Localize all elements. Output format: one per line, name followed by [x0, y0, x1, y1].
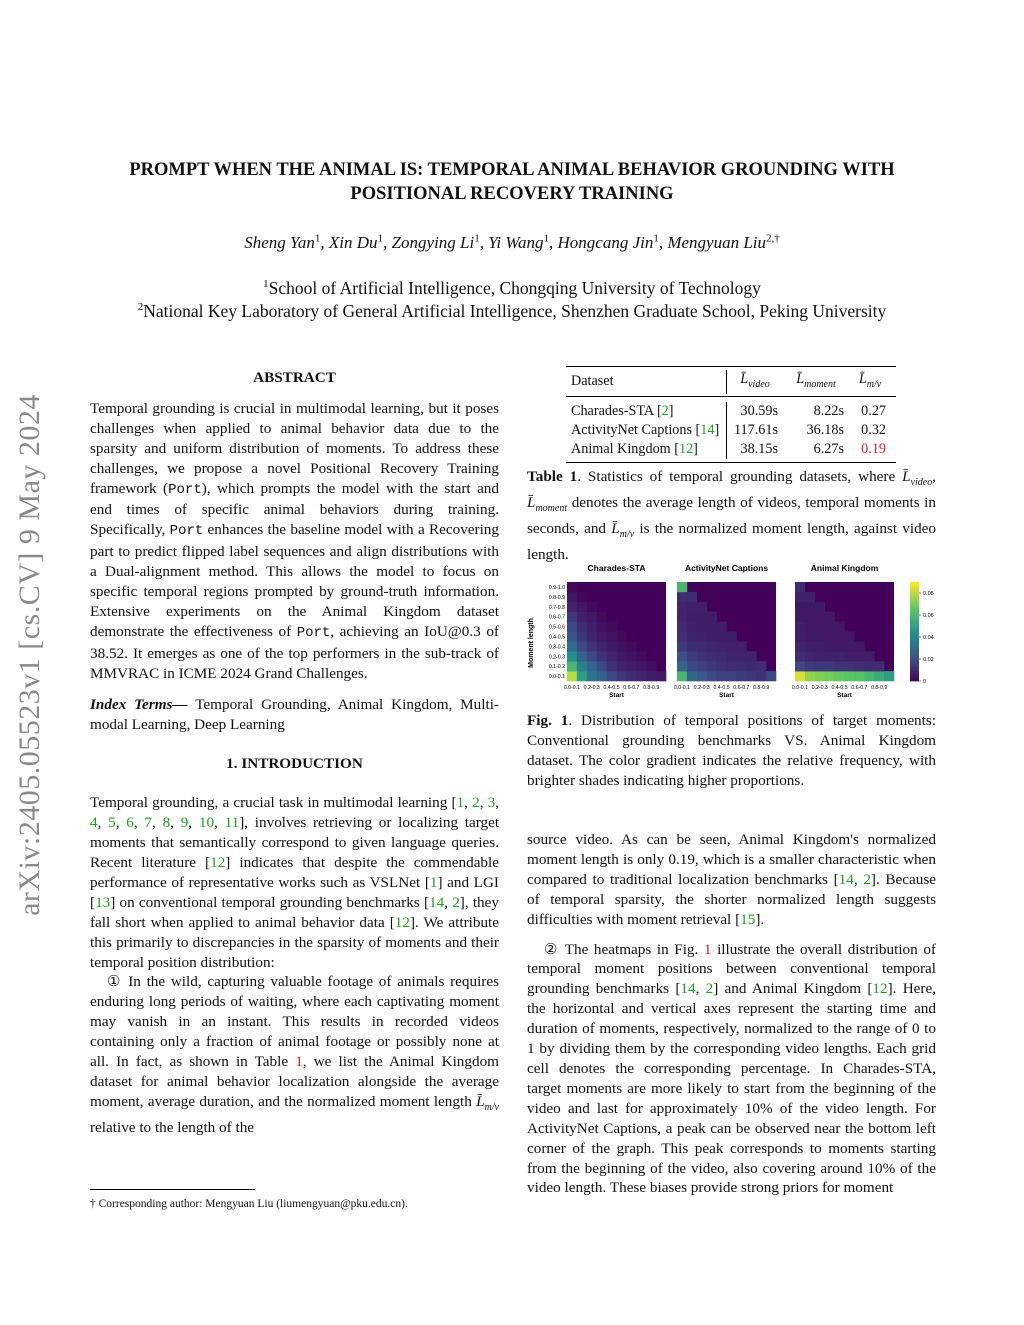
colorbar-segment: [910, 661, 919, 664]
table-row: ActivityNet Captions [14] 117.61s 36.18s 0.32: [571, 421, 886, 438]
table-col-moment: $L̄_{moment}$: [796, 371, 836, 390]
heatmap-colorbar: [910, 582, 934, 685]
heatmap-cell: [687, 612, 697, 622]
heatmap-cell: [825, 641, 835, 651]
heatmap-cell: [567, 622, 577, 632]
heatmap-cell: [597, 632, 607, 642]
title-line-1: PROMPT WHEN THE ANIMAL IS: TEMPORAL ANIMAL BEHAVIOR GROUNDING WITH: [129, 160, 895, 180]
colorbar-segment: [910, 659, 919, 662]
colorbar-tick: 0.04: [923, 635, 934, 641]
heatmap-cell: [577, 651, 587, 661]
heatmap-xtick: 0.8-0.9: [753, 685, 770, 691]
heatmap-cell: [597, 612, 607, 622]
heatmap-cell: [677, 632, 687, 642]
heatmap-cell: [717, 661, 727, 671]
heatmap-cell: [687, 661, 697, 671]
heatmap-cell: [825, 651, 835, 661]
heatmap-ytick: 0.9-1.0: [548, 584, 565, 591]
heatmap-cell: [697, 622, 707, 632]
colorbar-segment: [910, 679, 919, 682]
heatmap-cell: [697, 641, 707, 651]
colorbar-segment: [910, 676, 919, 679]
heatmap-cell: [677, 661, 687, 671]
colorbar-segment: [910, 617, 919, 620]
heatmap-cell: [717, 632, 727, 642]
heatmap-cell: [746, 671, 756, 681]
heatmap-cell: [617, 632, 627, 642]
heatmap-cell: [717, 651, 727, 661]
heatmap-cell: [626, 651, 636, 661]
colorbar-segment: [910, 671, 919, 674]
colorbar-segment: [910, 644, 919, 647]
heatmap-cell: [687, 592, 697, 602]
heatmap-cell: [697, 671, 707, 681]
arxiv-stamp: [10, 350, 50, 960]
heatmap-cell: [567, 651, 577, 661]
heatmap-cell: [854, 671, 864, 681]
heatmap-cell: [617, 641, 627, 651]
heatmap-cell: [815, 612, 825, 622]
heatmap-xtick: 0.0-0.1: [563, 685, 581, 691]
heatmap-cell: [795, 602, 805, 612]
arxiv-id: arXiv:2405.05523v1 [cs.CV] 9 May 2024: [13, 394, 46, 916]
heatmap-xlabel: Start: [719, 692, 734, 699]
heatmap-xtick: 0.4-0.5: [603, 685, 620, 691]
heatmap-cell: [805, 632, 815, 642]
footnote: † Corresponding author: Mengyuan Liu (liumengyuan@pku.edu.cn).: [90, 1198, 408, 1210]
heatmap-cell: [677, 651, 687, 661]
heatmap-panels: [564, 563, 894, 699]
heatmap-cell: [607, 632, 617, 642]
heatmap-cell: [795, 661, 805, 671]
colorbar-tick: 0.08: [923, 591, 934, 597]
colorbar-segment: [910, 632, 919, 635]
heatmap-cell: [805, 602, 815, 612]
index-terms: Index Terms— Temporal Grounding, Animal Kingdom, Multi-modal Learning, Deep Learning: [90, 695, 499, 733]
heatmap-cell: [825, 661, 835, 671]
heatmap-cell: [795, 592, 805, 602]
table-col-video: $L̄_{video}$: [727, 370, 784, 394]
heatmap-xtick: 0.8-0.9: [871, 685, 888, 691]
heatmap-cell: [577, 622, 587, 632]
colorbar-tick: 0.06: [923, 613, 934, 619]
colorbar-segment: [910, 584, 919, 587]
heatmap-cell: [756, 671, 766, 681]
author: Hongcang Jin$^1$,: [557, 232, 668, 252]
heatmap-cell: [567, 661, 577, 671]
heatmap-cell: [677, 592, 687, 602]
heatmap-panel-title: ActivityNet Captions: [684, 563, 769, 573]
heatmap-cell: [677, 582, 687, 592]
heatmap-ylabel: Moment length: [528, 618, 535, 668]
author: Zongying Li$^1$,: [391, 232, 489, 252]
colorbar-segment: [910, 587, 919, 590]
heatmap-cell: [577, 661, 587, 671]
heatmap-cell: [835, 671, 845, 681]
heatmap-cell: [617, 651, 627, 661]
colorbar-segment: [910, 599, 919, 602]
heatmap-ytick: 0.1-0.2: [548, 664, 565, 671]
author: Yi Wang$^1$,: [488, 232, 558, 252]
heatmap-cell: [707, 661, 717, 671]
colorbar-segment: [910, 634, 919, 637]
colorbar-segment: [910, 646, 919, 649]
heatmap-cell: [587, 622, 597, 632]
author-list: [60, 232, 964, 253]
colorbar-segment: [910, 592, 919, 595]
heatmap-cell: [636, 661, 646, 671]
heatmap-cell: [707, 632, 717, 642]
heatmap-cell: [795, 641, 805, 651]
colorbar-segment: [910, 607, 919, 610]
colorbar-segment: [910, 629, 919, 632]
heatmap-cell: [597, 671, 607, 681]
colorbar-segment: [910, 589, 919, 592]
table-row: Charades-STA [2] 30.59s 8.22s 0.27: [571, 402, 886, 419]
heatmap-xtick: 0.0-0.1: [791, 685, 809, 691]
heatmap-cell: [825, 622, 835, 632]
heatmap-cell: [697, 632, 707, 642]
heatmap-cell: [815, 651, 825, 661]
heatmap-cell: [587, 602, 597, 612]
table-col-dataset: Dataset: [571, 373, 614, 390]
heatmap-xtick: 0.6-0.7: [851, 685, 868, 691]
heatmap-cell: [864, 661, 874, 671]
heatmap-cell: [697, 612, 707, 622]
heatmap-cell: [795, 671, 805, 681]
paper-title: [60, 158, 964, 206]
heatmap-xlabel: Start: [837, 692, 852, 699]
heatmap-cell: [677, 641, 687, 651]
heatmap-cell: [617, 671, 627, 681]
heatmap-cell: [727, 641, 737, 651]
heatmap-cell: [835, 632, 845, 642]
heatmap-cell: [805, 622, 815, 632]
heatmap-cell: [717, 622, 727, 632]
heatmap-cell: [795, 582, 805, 592]
heatmap-cell: [626, 671, 636, 681]
heatmap-cell: [736, 671, 746, 681]
heatmap-cell: [687, 622, 697, 632]
right-paragraph-1: source video. As can be seen, Animal Kingdom's normalized moment length is only 0.19, which is a smaller characteristic when compared to traditional localization benchmarks [14, 2]. Because of temporal sparsity, the shorter normalized length suggests difficulties with moment retrieval [15].: [527, 831, 937, 928]
heatmap-cell: [845, 651, 855, 661]
heatmap-cell: [815, 602, 825, 612]
heatmap-panel: [674, 563, 776, 699]
table-caption: Table 1. Statistics of temporal grounding datasets, where $L̄_{video}$, $L̄_{moment}$ denotes the average length of videos, temporal moments in seconds, and $L̄_{m/v}$ is the normalized moment length, against video length.: [527, 468, 937, 563]
abstract-heading: ABSTRACT: [253, 369, 336, 386]
heatmap-cell: [815, 641, 825, 651]
colorbar-segment: [910, 597, 919, 600]
colorbar-tick: 0.02: [923, 657, 934, 663]
author: Sheng Yan$^1$,: [244, 232, 329, 252]
heatmap-cell: [597, 661, 607, 671]
heatmap-cell: [805, 641, 815, 651]
heatmap-ytick: 0.0-0.1: [548, 674, 565, 681]
heatmap-cell: [805, 592, 815, 602]
heatmap-cell: [697, 651, 707, 661]
heatmap-cell: [845, 661, 855, 671]
heatmap-cell: [687, 602, 697, 612]
heatmap-cell: [677, 612, 687, 622]
heatmap-xtick: 0.2-0.3: [811, 685, 828, 691]
heatmap-cell: [795, 612, 805, 622]
heatmap-cell: [815, 671, 825, 681]
heatmap-cell: [707, 641, 717, 651]
heatmap-cell: [727, 661, 737, 671]
heatmap-cell: [835, 622, 845, 632]
heatmap-cell: [587, 661, 597, 671]
abstract-text: Temporal grounding is crucial in multimodal learning, but it poses challenges when applied to animal behavior data due to the sparsity and uniform distribution of moments. To address these challenges, we propose a novel Positional Recovery Training framework (Port), which prompts the model with the start and end times of specific animal behaviors during training. Specifically, Port enhances the baseline model with a Recovering part to predict flipped label sequences and align distributions with a Dual-alignment method. This allows the model to focus on specific temporal regions prompted by ground-truth information. Extensive experiments on the Animal Kingdom dataset demonstrate the effectiveness of Port, achieving an IoU@0.3 of 38.52. It emerges as one of the top performers in the sub-track of MMVRAC in ICME 2024 Grand Challenges.: [90, 399, 499, 682]
colorbar-segment: [910, 602, 919, 605]
heatmap-cell: [717, 671, 727, 681]
colorbar-segment: [910, 614, 919, 617]
heatmap-xtick: 0.6-0.7: [733, 685, 750, 691]
stats-table: [566, 366, 896, 463]
heatmap-cell: [646, 671, 656, 681]
heatmap-cell: [567, 612, 577, 622]
colorbar-segment: [910, 604, 919, 607]
heatmap-cell: [815, 622, 825, 632]
title-line-2: POSITIONAL RECOVERY TRAINING: [350, 184, 674, 204]
heatmap-cell: [567, 641, 577, 651]
heatmap-cell: [795, 651, 805, 661]
intro-heading: 1. INTRODUCTION: [226, 755, 363, 773]
heatmap-cell: [736, 661, 746, 671]
table-body: [566, 397, 896, 463]
heatmap-cell: [874, 671, 884, 681]
heatmap-cell: [697, 661, 707, 671]
colorbar-segment: [910, 594, 919, 597]
heatmap-cell: [636, 671, 646, 681]
heatmap-cell: [845, 641, 855, 651]
heatmap-cell: [756, 661, 766, 671]
heatmap-cell: [577, 592, 587, 602]
heatmap-cell: [825, 671, 835, 681]
colorbar-segment: [910, 627, 919, 630]
colorbar-segment: [910, 639, 919, 642]
heatmap-cell: [707, 622, 717, 632]
heatmap-cell: [617, 661, 627, 671]
heatmap-cell: [656, 671, 666, 681]
heatmap-xtick: 0.2-0.3: [583, 685, 600, 691]
table-header: [566, 366, 896, 397]
heatmap-cell: [577, 612, 587, 622]
heatmap-ytick: 0.6-0.7: [548, 614, 565, 621]
heatmap-cell: [845, 671, 855, 681]
heatmap-cell: [707, 651, 717, 661]
heatmap-cell: [835, 651, 845, 661]
heatmap-cell: [815, 661, 825, 671]
heatmap-cell: [567, 582, 577, 592]
heatmap-cell: [795, 622, 805, 632]
heatmap-cell: [845, 632, 855, 642]
colorbar-segment: [910, 674, 919, 677]
heatmap-cell: [727, 632, 737, 642]
heatmap-cell: [567, 671, 577, 681]
heatmap-cell: [687, 632, 697, 642]
heatmap-cell: [607, 651, 617, 661]
colorbar-segment: [910, 641, 919, 644]
colorbar-segment: [910, 651, 919, 654]
heatmap-cell: [577, 602, 587, 612]
heatmap-cell: [677, 622, 687, 632]
heatmap-cell: [597, 651, 607, 661]
heatmap-ytick: 0.2-0.3: [548, 654, 565, 661]
heatmap-cell: [567, 632, 577, 642]
affiliation-1: $^1$School of Artificial Intelligence, Chongqing University of Technology: [263, 278, 761, 298]
intro-paragraph-2: ① In the wild, capturing valuable footage of animals requires enduring long periods of waiting, where each captivating moment may vanish in an instant. This results in recorded videos containing only a fraction of animal footage or possibly none at all. In fact, as shown in Table 1, we list the Animal Kingdom dataset for animal behavior localization alongside the average moment, average duration, and the normalized moment length $L̄_{m/v}$ relative to the length of the: [90, 973, 499, 1136]
heatmap-cell: [587, 651, 597, 661]
heatmap-yticks: [549, 585, 565, 680]
author: Mengyuan Liu$^{2,\dagger}$: [667, 232, 780, 252]
heatmap-cell: [717, 641, 727, 651]
heatmap-cell: [825, 612, 835, 622]
heatmap-cell: [805, 671, 815, 681]
right-paragraph-2: ② The heatmaps in Fig. 1 illustrate the overall distribution of temporal moment positions between conventional temporal grounding benchmarks [14, 2] and Animal Kingdom [12]. Here, the horizontal and vertical axes represent the starting time and duration of moments, respectively, normalized to the range of 0 to 1 by dividing them by the corresponding video lengths. Each grid cell denotes the corresponding percentage. In Charades-STA, target moments are more likely to start from the beginning of the video and last for approximately 10% of the video length. For ActivityNet Captions, a peak can be observed near the bottom left corner of the graph. This peak corresponds to moments starting from the beginning of the video, also covering around 10% of the video length. These biases provide strong priors for moment: [527, 940, 937, 1197]
heatmap-cell: [874, 661, 884, 671]
affiliation-2: $^2$National Key Laboratory of General Artificial Intelligence, Shenzhen Graduate School, Peking University: [137, 301, 887, 321]
heatmap-cell: [825, 632, 835, 642]
colorbar-segment: [910, 619, 919, 622]
heatmap-ytick: 0.8-0.9: [548, 594, 565, 601]
heatmap-ytick: 0.7-0.8: [548, 604, 565, 611]
left-column: [90, 368, 499, 1138]
heatmap-cell: [707, 612, 717, 622]
heatmap-cell: [636, 651, 646, 661]
heatmap-cell: [607, 671, 617, 681]
heatmap-cell: [577, 671, 587, 681]
heatmap-cell: [587, 632, 597, 642]
heatmap-cell: [567, 602, 577, 612]
heatmap-ytick: 0.5-0.6: [548, 624, 565, 631]
heatmap-cell: [815, 632, 825, 642]
heatmap-cell: [677, 602, 687, 612]
heatmap-cell: [697, 602, 707, 612]
heatmap-figure: [525, 558, 945, 708]
heatmap-cell: [835, 661, 845, 671]
heatmap-cell: [736, 651, 746, 661]
heatmap-xtick: 0.4-0.5: [831, 685, 848, 691]
heatmap-cell: [687, 641, 697, 651]
heatmap-cell: [687, 671, 697, 681]
heatmap-cell: [687, 651, 697, 661]
author: Xin Du$^1$,: [328, 232, 392, 252]
heatmap-cell: [805, 651, 815, 661]
heatmap-cell: [854, 641, 864, 651]
heatmap-cell: [795, 632, 805, 642]
heatmap-cell: [597, 622, 607, 632]
heatmap-ytick: 0.3-0.4: [548, 644, 565, 651]
figure-caption: Fig. 1. Distribution of temporal positions of target moments: Conventional grounding benchmarks VS. Animal Kingdom dataset. The color gradient indicates the relative frequency, with brighter shades indicating higher proportions.: [527, 712, 937, 789]
colorbar-segment: [910, 636, 919, 639]
table-row: Animal Kingdom [12] 38.15s 6.27s 0.19: [571, 440, 886, 457]
heatmap-panel-title: Animal Kingdom: [810, 563, 879, 573]
heatmap-cell: [587, 641, 597, 651]
colorbar-segment: [910, 609, 919, 612]
footnote-rule: [90, 1189, 255, 1190]
colorbar-segment: [910, 649, 919, 652]
colorbar-segment: [910, 654, 919, 657]
heatmap-xtick: 0.2-0.3: [693, 685, 710, 691]
colorbar-segment: [910, 582, 919, 585]
heatmap-xtick: 0.4-0.5: [713, 685, 730, 691]
heatmap-cell: [727, 671, 737, 681]
heatmap-cell: [677, 671, 687, 681]
heatmap-cell: [587, 612, 597, 622]
heatmap-cell: [626, 641, 636, 651]
right-column-text: [527, 830, 936, 1198]
colorbar-segment: [910, 624, 919, 627]
heatmap-xtick: 0.0-0.1: [673, 685, 691, 691]
heatmap-cell: [884, 671, 894, 681]
heatmap-cell: [707, 671, 717, 681]
colorbar-segment: [910, 666, 919, 669]
heatmap-cell: [607, 622, 617, 632]
heatmap-panel: [564, 563, 666, 699]
heatmap-cell: [805, 661, 815, 671]
heatmap-cell: [577, 641, 587, 651]
colorbar-segment: [910, 622, 919, 625]
heatmap-cell: [587, 671, 597, 681]
heatmap-cell: [607, 641, 617, 651]
heatmap-cell: [746, 661, 756, 671]
colorbar-tick: 0: [923, 679, 927, 685]
heatmap-cell: [567, 592, 577, 602]
heatmap-cell: [854, 661, 864, 671]
table-col-ratio: $L̄_{m/v}$: [858, 371, 882, 390]
heatmap-cell: [607, 661, 617, 671]
heatmap-cell: [626, 661, 636, 671]
heatmap-cell: [746, 651, 756, 661]
heatmap-panel: [792, 563, 894, 699]
heatmap-xtick: 0.8-0.9: [643, 685, 660, 691]
heatmap-cell: [577, 632, 587, 642]
heatmap-cell: [597, 641, 607, 651]
colorbar-segment: [910, 664, 919, 667]
heatmap-panel-title: Charades-STA: [587, 563, 646, 573]
heatmap-cell: [736, 641, 746, 651]
colorbar-segment: [910, 656, 919, 659]
heatmap-xlabel: Start: [609, 692, 624, 699]
colorbar-segment: [910, 612, 919, 615]
heatmap-cell: [864, 671, 874, 681]
colorbar-segment: [910, 669, 919, 672]
intro-paragraph-1: Temporal grounding, a crucial task in multimodal learning [1, 2, 3, 4, 5, 6, 7, 8, 9, 10, 11], involves retrieving or localizing target moments that semantically correspond to given language queries. Recent literature [12] indicates that despite the commendable performance of representative works such as VSLNet [1] and LGI [13] on conventional temporal grounding benchmarks [14, 2], they fall short when applied to animal behavior data [12]. We attribute this primarily to discrepancies in the sparsity of moments and their temporal position distribution:: [90, 794, 500, 971]
heatmap-cell: [805, 612, 815, 622]
heatmap-cell: [864, 651, 874, 661]
heatmap-cell: [854, 651, 864, 661]
heatmap-xtick: 0.6-0.7: [623, 685, 640, 691]
heatmap-cell: [835, 641, 845, 651]
heatmap-cell: [646, 661, 656, 671]
heatmap-cell: [766, 671, 776, 681]
heatmap-ytick: 0.4-0.5: [548, 634, 565, 641]
heatmap-cell: [727, 651, 737, 661]
